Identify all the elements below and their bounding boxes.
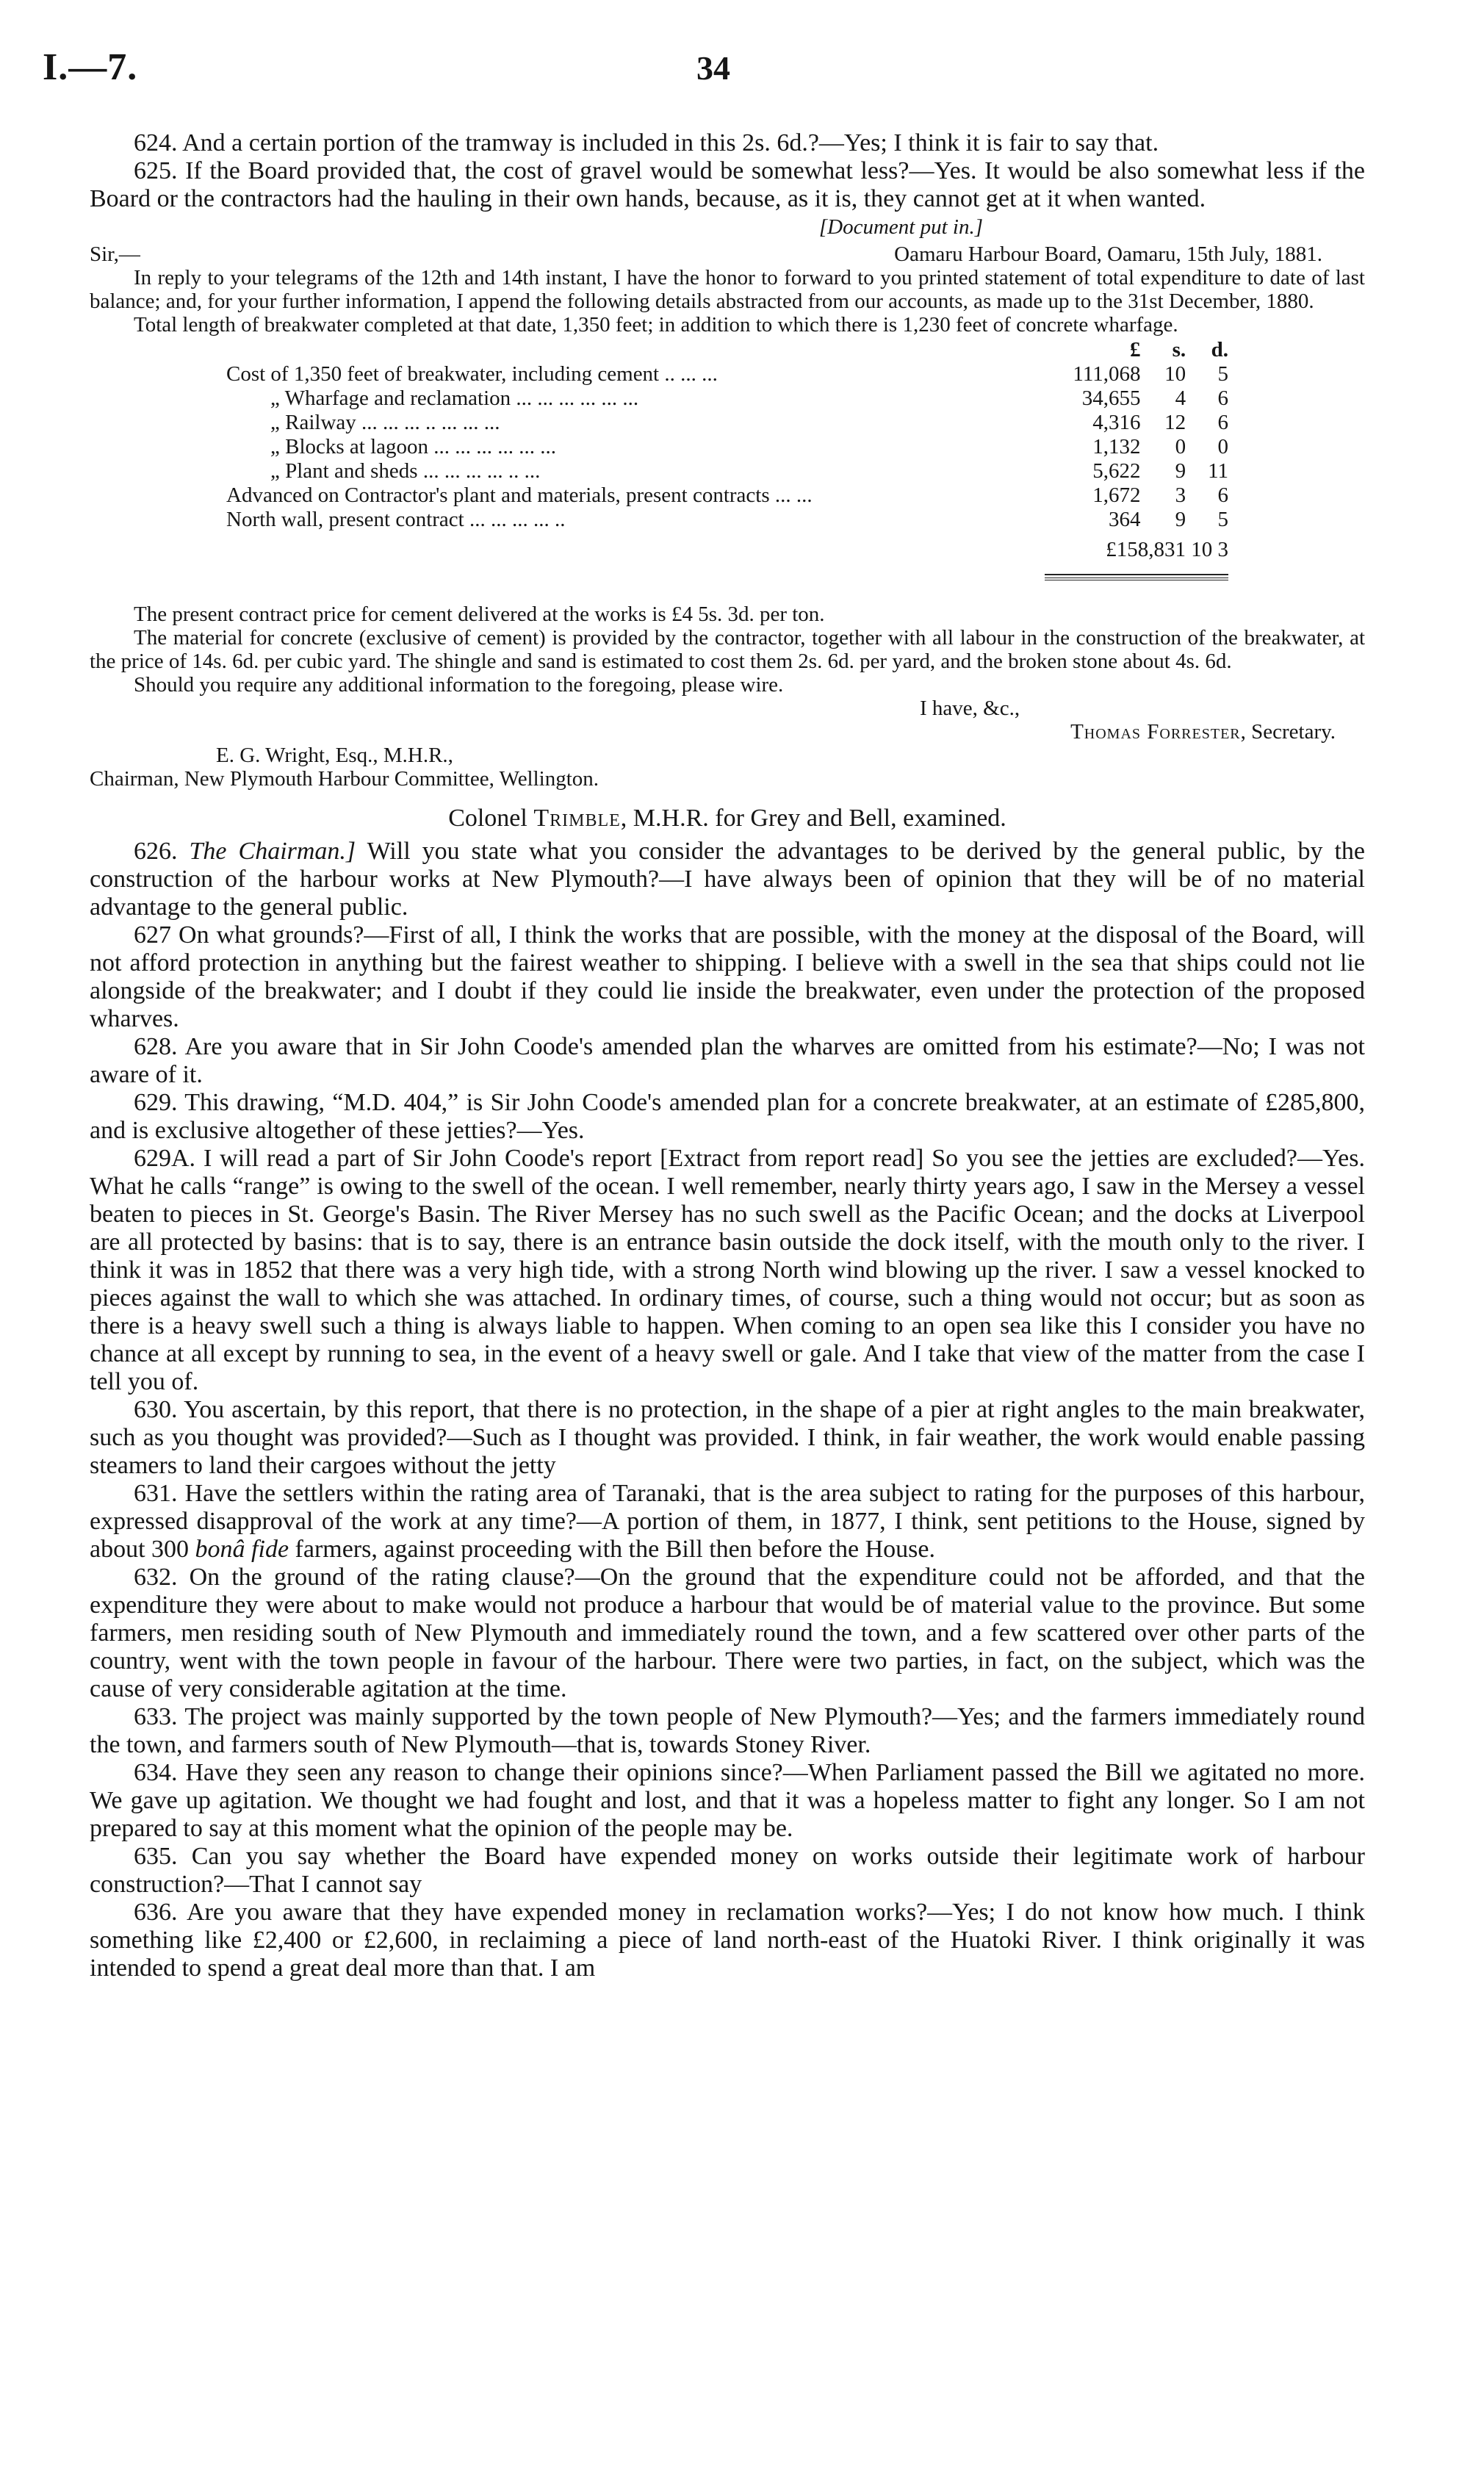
row-label: „ Railway ... ... ... .. ... ... ... [270,411,500,434]
total-amount: £158,831 10 3 [999,532,1228,586]
page-number: 34 [696,49,730,87]
letter-head [90,242,1365,266]
letter-addressee [90,744,1365,791]
addressee-line-2: Chairman, New Plymouth Harbour Committee, Wellington. [90,767,599,791]
paragraph-635: 635. Can you say whether the Board have expended money on works outside their legitimate work of harbour construction?—That I cannot say [90,1843,1365,1898]
speaker-label: The Chairman.] [189,838,356,865]
unit-shillings: s. [1172,338,1186,361]
total-double-rule [1045,574,1228,580]
expenditure-table [226,338,1228,586]
unit-pounds: £ [1130,338,1141,361]
row-label: „ Plant and sheds ... ... ... ... .. ... [270,459,541,483]
row-pence: 6 [1217,411,1228,434]
row-shillings: 4 [1175,386,1186,410]
letter-closing: I have, &c., [920,697,1020,720]
unit-pence: d. [1211,338,1228,361]
row-pence: 0 [1217,435,1228,458]
row-label: „ Wharfage and reclamation ... ... ... ... ... ... [270,386,639,410]
row-shillings: 12 [1164,411,1186,434]
row-pence: 6 [1217,386,1228,410]
row-label: North wall, present contract ... ... ... ... .. [226,508,566,531]
letter-paragraph-3: The present contract price for cement delivered at the works is £4 5s. 3d. per ton. [134,602,825,626]
table-row [226,459,1228,483]
row-pounds: 5,622 [1092,459,1141,483]
row-pounds: 364 [1109,508,1141,531]
table-units-row [226,338,1228,362]
section-heading: Colonel Trimble, M.H.R. for Grey and Bell, examined. [448,805,1006,832]
paragraph-636: 636. Are you aware that they have expended money in reclamation works?—Yes; I do not know how much. I think something like £2,400 or £2,600, in reclaiming a piece of land north-east of the Huatoki River. I think originally it was intended to spend a great deal more than that. I am [90,1899,1365,1982]
table-row [226,435,1228,459]
paragraph-632: 632. On the ground of the rating clause?—On the ground that the expenditure could not be afforded, and that the expenditure they were about to make would not produce a harbour that would be of material value to the province. But some farmers, men residing south of New Plymouth and immediately round the town, and a few scattered over other parts of the country, went with the town people in favour of the harbour. There were two parties, in fact, on the subject, which was the cause of very considerable agitation at the time. [90,1564,1365,1702]
letter-address: Oamaru Harbour Board, Oamaru, 15th July, 1881. [894,242,1322,266]
paragraph-629a: 629A. I will read a part of Sir John Coode's report [Extract from report read] So you see the jetties are excluded?—Yes. What he calls “range” is owing to the swell of the ocean. I well remember, nearly thirty years ago, I saw in the Mersey a vessel beaten to pieces in St. George's Basin. The River Mersey has no such swell as the Pacific Ocean; and the docks at Liverpool are all protected by basins: that is to say, there is an entrance basin outside the dock itself, with the mouth only to the river. I think it was in 1852 that there was a very high tide, with a strong North wind blowing up the river. I saw a vessel knocked to pieces against the wall to which she was attached. In ordinary times, of course, such a thing would not occur; but as soon as there is a heavy swell such a thing is always liable to happen. When coming to an open sea like this I consider you have no chance at all except by running to sea, in the event of a heavy swell or gale. And I take that view of the matter from the case I tell you of. [90,1145,1365,1395]
paragraph-634: 634. Have they seen any reason to change their opinions since?—When Parliament passed the Bill we agitated no more. We gave up agitation. We thought we had fought and lost, and that it was a hopeless matter to fight any longer. So I am not prepared to say at this moment what the opinion of the people may be. [90,1759,1365,1842]
table-row [226,362,1228,386]
paragraph-628: 628. Are you aware that in Sir John Coode's amended plan the wharves are omitted from his estimate?—No; I was not aware of it. [90,1033,1365,1088]
row-pounds: 111,068 [1073,362,1141,386]
letter-salutation: Sir,— [90,242,140,266]
table-row [226,483,1228,508]
paragraph-627: 627 On what grounds?—First of all, I think the works that are possible, with the money at the disposal of the Board, will not afford protection in anything but the fairest weather to shipping. I believe with a swell in the sea that ships could not lie alongside of the breakwater; and I doubt if they could lie inside the breakwater, even under the protection of the proposed wharves. [90,921,1365,1032]
row-shillings: 9 [1175,508,1186,531]
row-pence: 6 [1217,483,1228,507]
row-pence: 5 [1217,362,1228,386]
row-pence: 11 [1208,459,1228,483]
row-shillings: 10 [1164,362,1186,386]
row-label: „ Blocks at lagoon ... ... ... ... ... ... [270,435,557,458]
row-shillings: 9 [1175,459,1186,483]
letter-signer [90,720,1365,744]
paragraph-631: 631. Have the settlers within the rating area of Taranaki, that is the area subject to rating for the purposes of this harbour, expressed disapproval of the work at any time?—A portion of them, in 1877, I think, sent petitions to the House, signed by about 300 bonâ fide farmers, against proceeding with the Bill then before the House. [90,1480,1365,1563]
page-body [90,129,1365,1982]
paragraph-625: 625. If the Board provided that, the cost of gravel would be somewhat less?—Yes. It would be also somewhat less if the Board or the contractors had the hauling in their own hands, because, as it is, they cannot get at it when wanted. [90,157,1365,212]
paragraph-633: 633. The project was mainly supported by the town people of New Plymouth?—Yes; and the farmers immediately round the town, and farmers south of New Plymouth—that is, towards Stoney River. [90,1703,1365,1758]
letter-paragraph-1: In reply to your telegrams of the 12th and 14th instant, I have the honor to forward to you printed statement of total expenditure to date of last balance; and, for your further information, I append the following details abstracted from our accounts, as made up to the 31st December, 1880. [90,266,1365,313]
row-pence: 5 [1217,508,1228,531]
row-label: Cost of 1,350 feet of breakwater, including cement .. ... ... [226,362,718,386]
paragraph-629: 629. This drawing, “M.D. 404,” is Sir John Coode's amended plan for a concrete breakwater, at an estimate of £285,800, and is exclusive altogether of these jetties?—Yes. [90,1089,1365,1144]
table-total-row [226,532,1228,586]
addressee-line-1: E. G. Wright, Esq., M.H.R., [216,744,453,767]
page-header [43,46,1441,97]
row-pounds: 34,655 [1081,386,1141,410]
row-label: Advanced on Contractor's plant and materials, present contracts ... ... [226,483,813,507]
row-shillings: 0 [1175,435,1186,458]
table-row [226,386,1228,411]
signer-title: , Secretary. [1240,720,1336,744]
row-pounds: 4,316 [1092,411,1141,434]
document-reference: I.—7. [43,46,138,88]
table-row [226,508,1228,532]
document-note: [Document put in.] [818,215,983,239]
letter-paragraph-5: Should you require any additional information to the foregoing, please wire. [134,673,784,697]
row-pounds: 1,132 [1092,435,1141,458]
letter-paragraph-4: The material for concrete (exclusive of cement) is provided by the contractor, together with all labour in the construction of the breakwater, at the price of 14s. 6d. per cubic yard. The shingle and sand is estimated to cost them 2s. 6d. per yard, and the broken stone about 4s. 6d. [90,626,1365,673]
paragraph-626: 626. The Chairman.] Will you state what you consider the advantages to be derived by the general public, by the construction of the harbour works at New Plymouth?—I have always been of opinion that they will be of no material advantage to the general public. [90,838,1366,921]
paragraph-630: 630. You ascertain, by this report, that there is no protection, in the shape of a pier at right angles to the main breakwater, such as you thought was provided?—Such as I thought was provided. I think, in fair weather, the work would enable passing steamers to land their cargoes without the jetty [90,1396,1365,1479]
row-shillings: 3 [1175,483,1186,507]
letter [90,242,1365,791]
letter-paragraph-2: Total length of breakwater completed at that date, 1,350 feet; in addition to which there is 1,230 feet of concrete wharfage. [134,313,1178,337]
signer-name: Thomas Forrester [1070,720,1241,744]
paragraph-624: 624. And a certain portion of the tramway is included in this 2s. 6d.?—Yes; I think it is fair to say that. [134,129,1159,157]
row-pounds: 1,672 [1092,483,1141,507]
table-row [226,411,1228,435]
